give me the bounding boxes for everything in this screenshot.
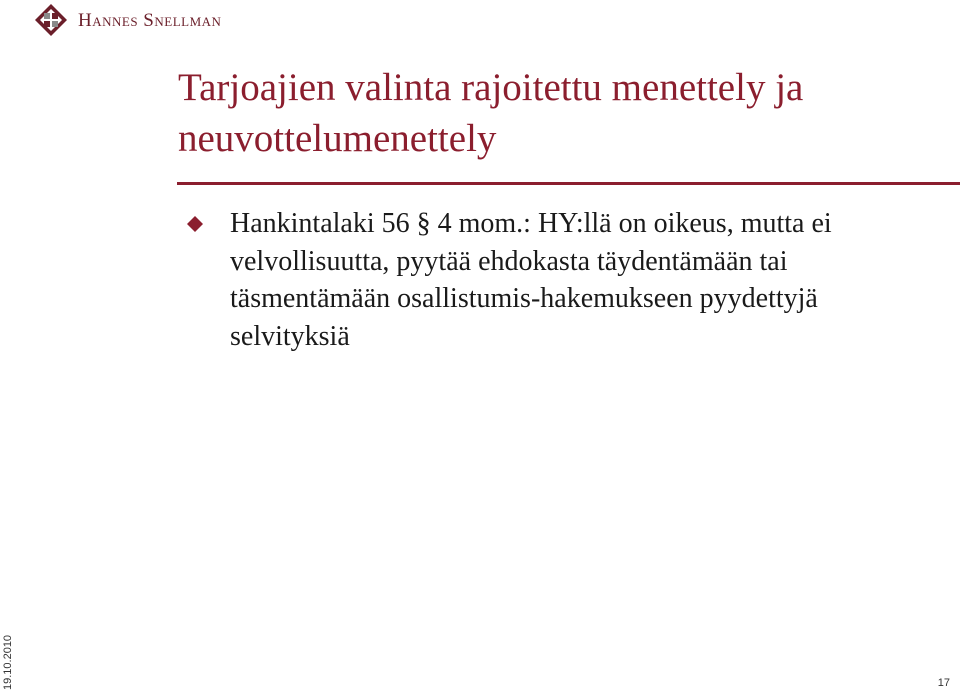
page-number: 17 (937, 677, 950, 689)
footer-date: 19.10.2010 (2, 634, 14, 690)
bullet-text: Hankintalaki 56 § 4 mom.: HY:llä on oikeus, mutta ei velvollisuutta, pyytää ehdokasta täydentämään tai täsmentämään osallistumis-hakemukseen pyydettyjä selvityksiä (230, 208, 832, 352)
logo-text: Hannes Snellman (78, 9, 222, 31)
logo-mark-icon (34, 3, 68, 37)
title-divider (177, 182, 960, 185)
company-logo (34, 3, 221, 37)
slide-title: Tarjoajien valinta rajoitettu menettely ja neuvottelumenettely (178, 66, 804, 160)
bullet-item (187, 205, 917, 355)
diamond-bullet-icon (187, 216, 203, 232)
